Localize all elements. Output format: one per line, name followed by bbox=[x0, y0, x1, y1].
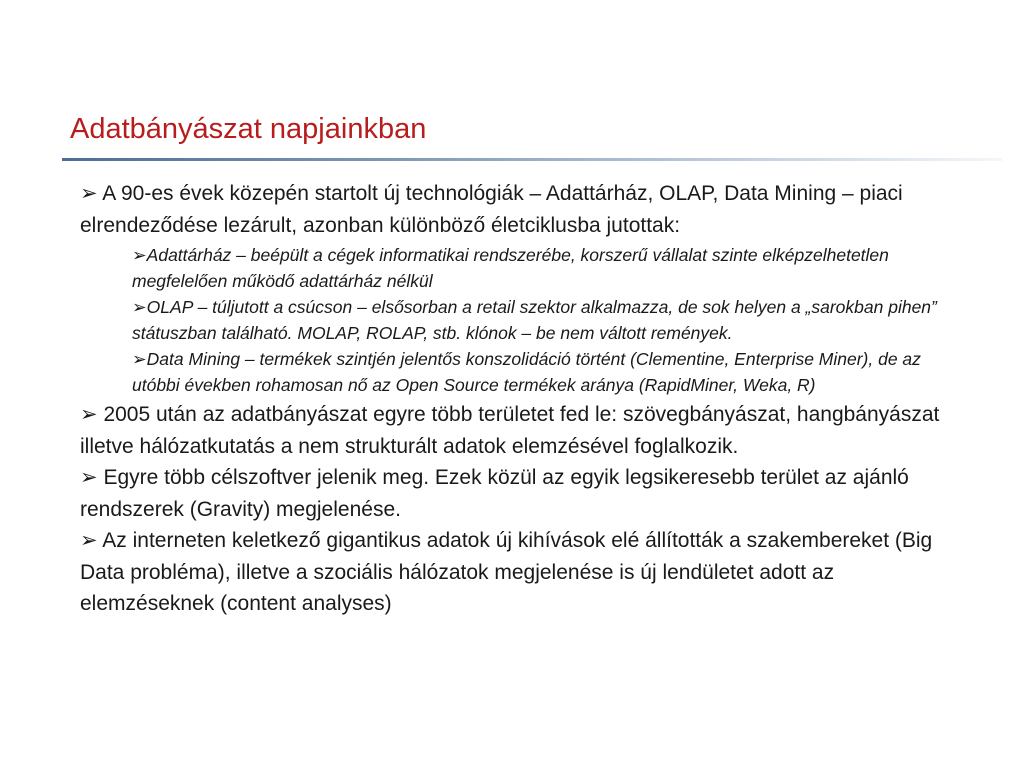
arrow-bullet-icon: ➢ bbox=[80, 466, 104, 489]
arrow-bullet-icon: ➢ bbox=[132, 245, 147, 265]
arrow-bullet-icon: ➢ bbox=[80, 529, 103, 552]
bullet-item-big-data bbox=[80, 525, 970, 620]
sub-bullet-list bbox=[132, 242, 970, 398]
bullet-item-technologies bbox=[80, 178, 970, 241]
sub-bullet-item-olap bbox=[132, 294, 970, 346]
arrow-bullet-icon: ➢ bbox=[80, 403, 104, 426]
sub-bullet-item-data-warehouse bbox=[132, 242, 970, 294]
bullet-text: Egyre több célszoftver jelenik meg. Ezek közül az egyik legsikeresebb terület az ajánló rendszerek (Gravity) megjelenése. bbox=[80, 466, 909, 521]
sub-bullet-text: Data Mining – termékek szintjén jelentős konszolidáció történt (Clementine, Enterprise Miner), de az utóbbi években rohamosan nő az Open Source termékek aránya (RapidMiner, Weka, R) bbox=[132, 349, 921, 395]
bullet-text: Az interneten keletkező gigantikus adatok új kihívások elé állították a szakembereket (Big Data probléma), illetve a szociális hálózatok megjelenése is új lendületet adott az elemzéseknek (content analyses) bbox=[80, 529, 933, 615]
arrow-bullet-icon: ➢ bbox=[132, 297, 147, 317]
arrow-bullet-icon: ➢ bbox=[80, 182, 103, 205]
sub-bullet-text: Adattárház – beépült a cégek informatikai rendszerébe, korszerű vállalat szinte elképzelhetetlen megfelelően működő adattárház nélkül bbox=[132, 245, 889, 291]
bullet-item-text-mining bbox=[80, 399, 970, 462]
bullet-text: A 90-es évek közepén startolt új technológiák – Adattárház, OLAP, Data Mining – piaci elrendeződése lezárult, azonban különböző életciklusba jutottak: bbox=[80, 182, 903, 237]
title-divider bbox=[62, 158, 1002, 161]
sub-bullet-text: OLAP – túljutott a csúcson – elsősorban a retail szektor alkalmazza, de sok helyen a „sarokban pihen” státuszban található. MOLAP, ROLAP, stb. klónok – be nem váltott remények. bbox=[132, 297, 937, 343]
sub-bullet-item-data-mining bbox=[132, 346, 970, 398]
bullet-text: 2005 után az adatbányászat egyre több területet fed le: szövegbányászat, hangbányászat illetve hálózatkutatás a nem strukturált adatok elemzésével foglalkozik. bbox=[80, 403, 940, 458]
bullet-item-recommender-systems bbox=[80, 462, 970, 525]
arrow-bullet-icon: ➢ bbox=[132, 349, 147, 369]
bullet-list bbox=[80, 178, 970, 620]
slide-title: Adatbányászat napjainkban bbox=[70, 113, 427, 145]
